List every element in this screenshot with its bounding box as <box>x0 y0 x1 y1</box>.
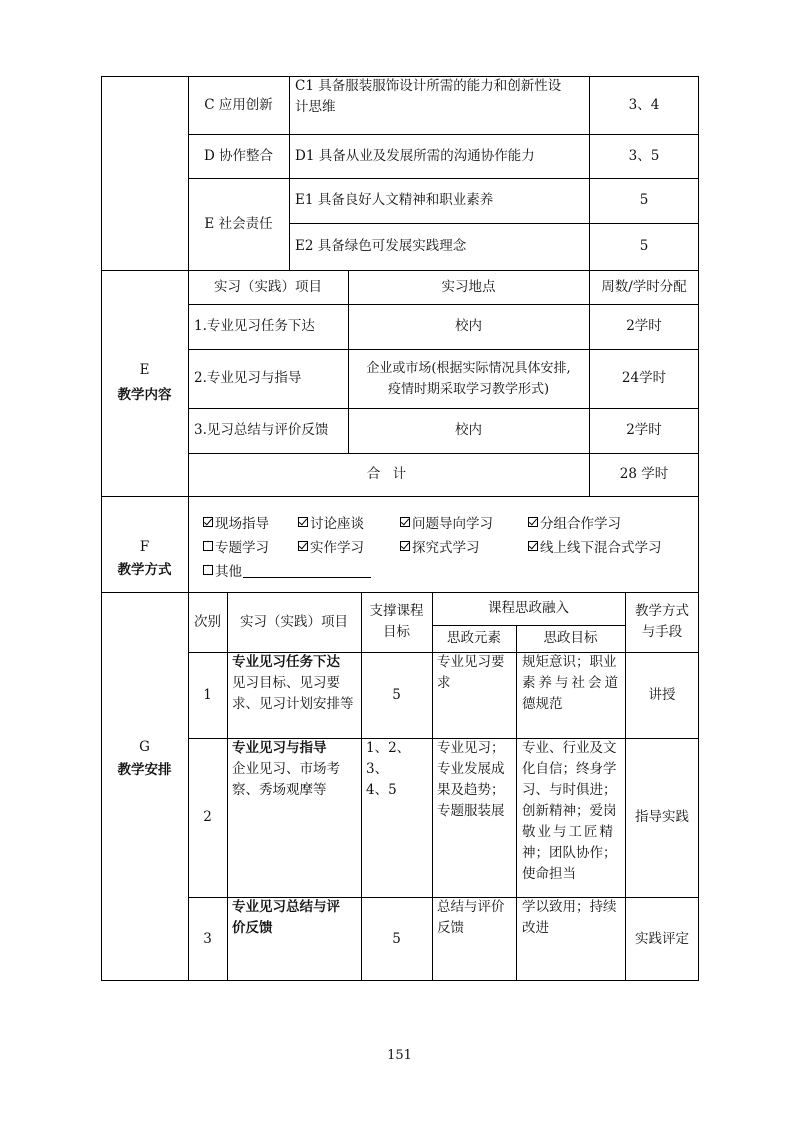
practice-hours: 2学时 <box>626 422 662 438</box>
row-project: 专业见习总结与评 价反馈 <box>232 899 340 936</box>
checkbox-option[interactable]: 讨论座谈 <box>298 512 364 532</box>
objective-category: C 应用创新 <box>204 96 273 113</box>
row-elements: 专业见习； 专业发展成 果及趋势； 专题服装展 <box>437 740 505 819</box>
row-no: 1 <box>203 686 212 703</box>
practice-hours: 24学时 <box>621 370 667 386</box>
checkbox-option[interactable]: 专题学习 <box>203 536 269 556</box>
objective-support: 3、4 <box>628 96 660 113</box>
checkbox-checked-icon <box>298 541 308 551</box>
checkbox-option[interactable]: 实作学习 <box>298 536 364 556</box>
practice-location: 校内 <box>455 318 482 334</box>
row-method: 讲授 <box>648 686 676 703</box>
total-label: 合 计 <box>366 466 411 482</box>
row-goals: 学以致用；持续 改进 <box>522 899 617 936</box>
section-g-label: G 教学安排 <box>117 738 172 778</box>
row-method: 实践评定 <box>635 930 689 947</box>
objective-category: E 社会责任 <box>204 215 273 232</box>
row-no: 3 <box>203 930 212 947</box>
section-f-label: F 教学方式 <box>117 539 172 578</box>
row-project: 专业见习与指导 企业见习、市场考 察、秀场观摩等 <box>232 740 340 798</box>
checkbox-checked-icon <box>528 541 538 551</box>
checkbox-checked-icon <box>400 517 410 527</box>
checkbox-option[interactable]: 分组合作学习 <box>528 512 621 532</box>
practice-project: 2.专业见习与指导 <box>194 370 302 386</box>
objective-support: 3、5 <box>628 147 660 164</box>
header-method: 教学方式 与手段 <box>635 603 689 640</box>
objective-text: D1 具备从业及发展所需的沟通协作能力 <box>295 147 535 164</box>
objective-text: E2 具备绿色可发展实践理念 <box>295 238 467 254</box>
row-support: 5 <box>392 930 401 947</box>
header-location: 实习地点 <box>441 278 496 295</box>
header-project: 实习（实践）项目 <box>214 278 322 295</box>
header-support: 支撑课程 目标 <box>369 603 424 640</box>
row-no: 2 <box>203 809 212 825</box>
objective-support: 5 <box>639 192 649 208</box>
practice-project: 3.见习总结与评价反馈 <box>194 422 329 438</box>
checkbox-checked-icon <box>400 541 410 551</box>
header-elements: 思政元素 <box>447 630 501 646</box>
row-elements: 总结与评价 反馈 <box>437 899 505 936</box>
checkbox-empty-icon <box>203 541 213 551</box>
objective-category: D 协作整合 <box>203 147 274 164</box>
row-elements: 专业见习要 求 <box>437 654 505 691</box>
practice-hours: 2学时 <box>626 318 662 334</box>
practice-location: 企业或市场(根据实际情况具体安排, 疫情时期采取学习教学形式) <box>366 360 571 397</box>
checkbox-option[interactable]: 线上线下混合式学习 <box>528 536 662 556</box>
row-project: 专业见习任务下达 见习目标、见习要 求、见习计划安排等 <box>232 654 354 712</box>
header-goals: 思政目标 <box>543 630 598 646</box>
row-goals: 规矩意识；职业 素养与社会道 德规范 <box>522 654 621 712</box>
header-project: 实习（实践）项目 <box>240 613 348 630</box>
checkbox-option[interactable]: 现场指导 <box>203 512 269 532</box>
checkbox-option[interactable]: 探究式学习 <box>400 536 480 556</box>
objective-text: E1 具备良好人文精神和职业素养 <box>295 192 494 208</box>
row-goals: 专业、行业及文 化自信；终身学 习、与时俱进； 创新精神；爱岗 敬业与工匠精 神；团队协作； 使命担当 <box>522 740 617 882</box>
checkbox-option[interactable]: 其他 <box>203 560 371 580</box>
header-hours: 周数/学时分配 <box>601 278 687 295</box>
other-blank-line[interactable] <box>243 563 371 578</box>
section-e-label: E 教学内容 <box>117 362 172 403</box>
page-number: 151 <box>387 1048 412 1063</box>
row-support: 1、2、3、 4、5 <box>366 740 411 798</box>
objective-text: C1 具备服装服饰设计所需的能力和创新性设 计思维 <box>295 78 562 115</box>
row-method: 指导实践 <box>635 809 689 825</box>
practice-project: 1.专业见习任务下达 <box>194 318 315 334</box>
practice-location: 校内 <box>455 422 482 438</box>
row-support: 5 <box>392 686 401 703</box>
objective-support: 5 <box>639 238 649 254</box>
checkbox-option[interactable]: 问题导向学习 <box>400 512 493 532</box>
checkbox-checked-icon <box>528 517 538 527</box>
header-ideology: 课程思政融入 <box>488 600 569 616</box>
header-no: 次别 <box>194 613 221 630</box>
checkbox-checked-icon <box>298 517 308 527</box>
checkbox-empty-icon <box>203 565 213 575</box>
document-table <box>101 76 699 981</box>
total-hours: 28 学时 <box>619 466 669 482</box>
checkbox-checked-icon <box>203 517 213 527</box>
